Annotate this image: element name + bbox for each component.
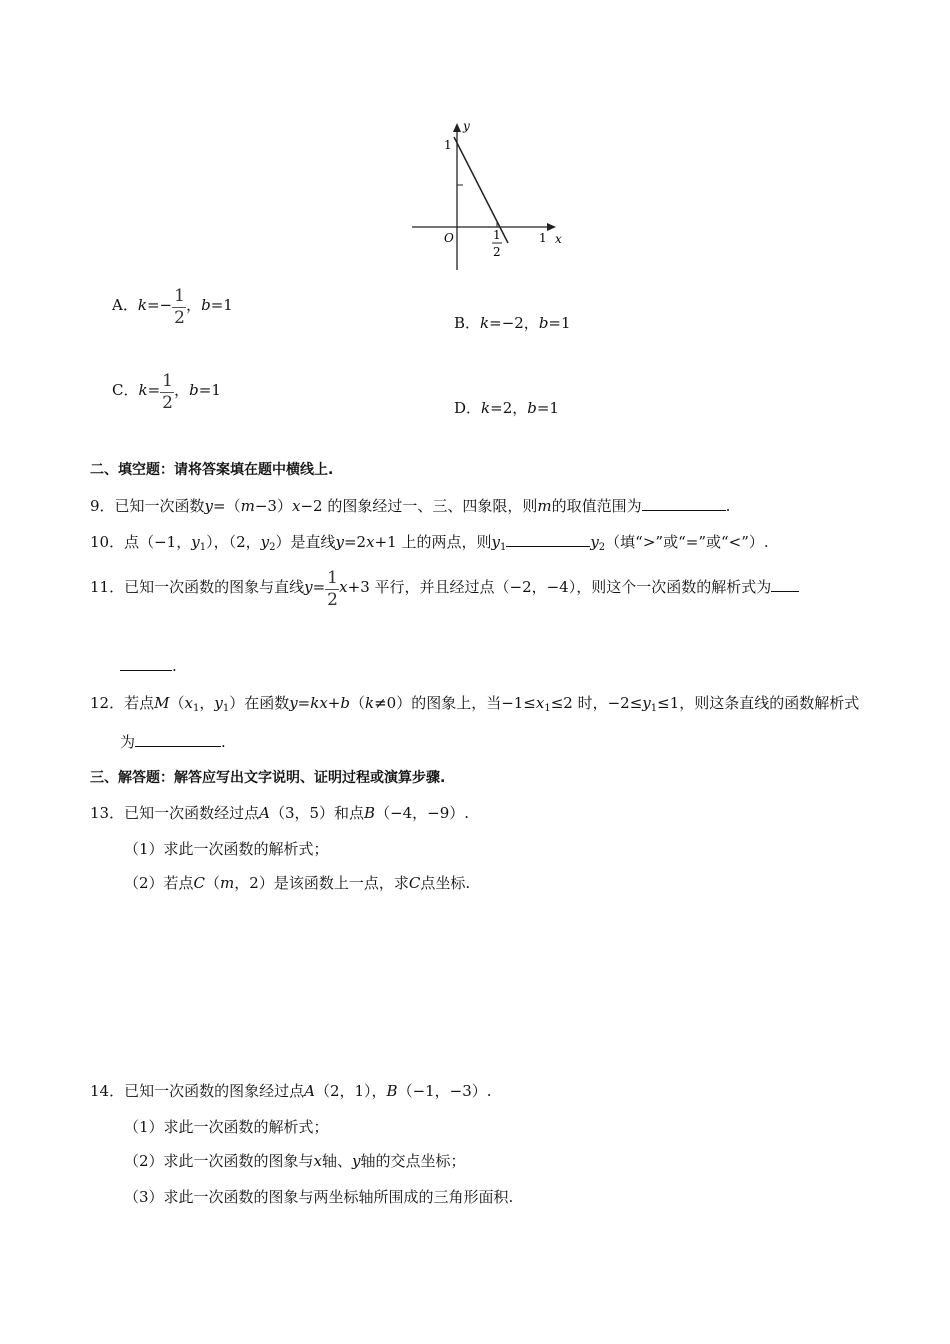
question-10: 10．点（−1，$y_1$），（2，$y_2$）是直线y=2x+1 上的两点，则$y_1$ $y_2$（填“>”或“=”或“<”）.: [90, 533, 769, 553]
y-axis-label: y: [463, 119, 470, 133]
answer-blank[interactable]: [506, 532, 590, 547]
coordinate-graph: [400, 115, 570, 275]
origin-label: O: [444, 231, 454, 245]
y-axis-arrow: [453, 123, 461, 132]
question-12: 12．若点$M(x_1$，$y_1$）在函数y=kx+b（k≠0）的图象上，当$-1\le x_1\le 2$ 时，$-2\le y_1\le 1$，则这条直线的函数解析式: [90, 694, 860, 714]
x-axis-arrow: [547, 223, 556, 231]
x-axis-label: x: [555, 232, 562, 246]
section-3-title: 三、解答题：解答应写出文字说明、证明过程或演算步骤.: [90, 770, 446, 786]
answer-blank[interactable]: [120, 656, 172, 671]
question-13: 13．已知一次函数经过点A（3，5）和点B（−4，−9）.: [90, 804, 470, 822]
question-9: 9．已知一次函数y=（m−3）x−2 的图象经过一、三、四象限，则m的取值范围为 .: [90, 497, 731, 515]
question-13-part-1: （1）求此一次函数的解析式；: [124, 840, 329, 858]
fraction: $\frac{1}{2}$: [174, 286, 185, 328]
option-d: D．k=2，b=1: [454, 399, 559, 417]
x-tick-label: 1: [539, 231, 547, 245]
answer-blank[interactable]: [642, 496, 726, 511]
half-numerator: 1: [493, 228, 501, 242]
section-2-title: 二、填空题：请将答案填在题中横线上.: [90, 462, 334, 478]
option-c: C．k= $\frac{1}{2}$ ，b=1: [112, 371, 221, 413]
fraction: $\frac{1}{2}$: [327, 568, 338, 610]
option-b: B．k=−2，b=1: [454, 314, 571, 332]
answer-blank[interactable]: [771, 577, 799, 592]
option-a: A．k=− $\frac{1}{2}$ ，b=1: [112, 286, 233, 328]
question-13-part-2: （2）若点C（m，2）是该函数上一点，求C点坐标.: [124, 874, 471, 892]
question-11-continuation: .: [120, 656, 177, 675]
question-11: 11．已知一次函数的图象与直线y= $\frac{1}{2}$ x+3 平行，并且经过点（−2，−4），则这个一次函数的解析式为: [90, 568, 799, 608]
question-14: 14．已知一次函数的图象经过点A（2，1），B（−1，−3）.: [90, 1082, 492, 1100]
answer-blank[interactable]: [135, 732, 221, 747]
fraction: $\frac{1}{2}$: [162, 371, 173, 413]
half-denominator: 2: [493, 245, 501, 259]
y-tick-label: 1: [444, 138, 452, 152]
question-14-part-2: （2）求此一次函数的图象与x轴、y轴的交点坐标；: [124, 1152, 466, 1170]
question-14-part-3: （3）求此一次函数的图象与两坐标轴所围成的三角形面积.: [124, 1188, 514, 1206]
question-12-continuation: 为 .: [120, 733, 226, 751]
question-14-part-1: （1）求此一次函数的解析式；: [124, 1118, 329, 1136]
